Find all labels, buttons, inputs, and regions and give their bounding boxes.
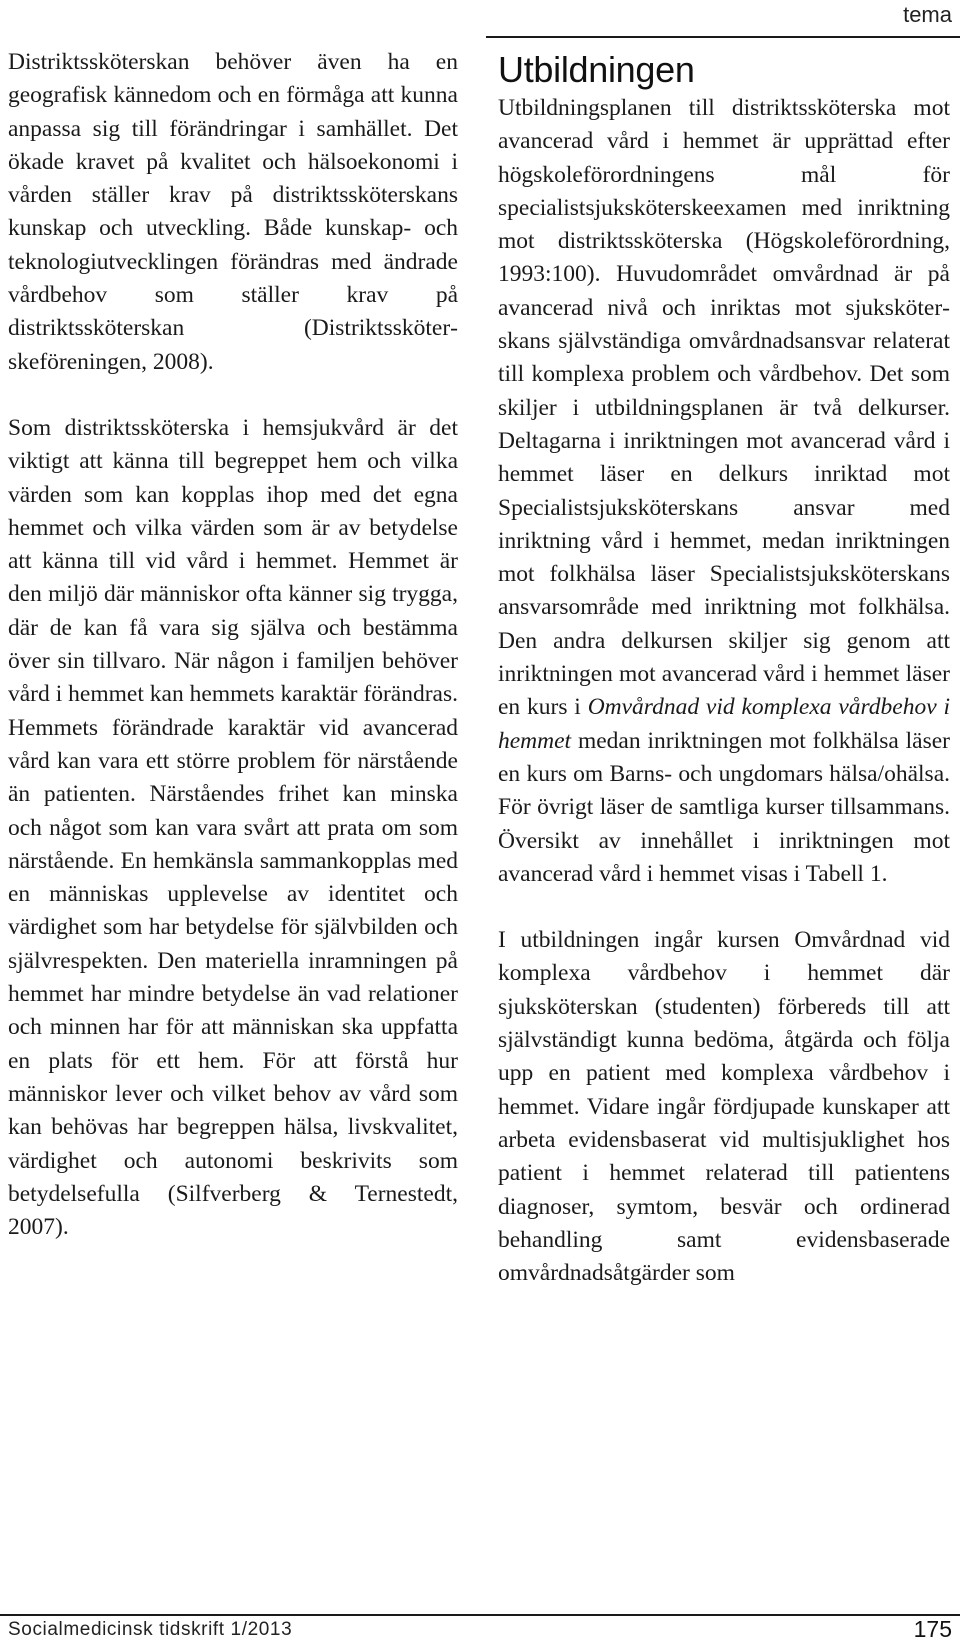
section-heading: Utbildningen [498,49,695,90]
left-column [8,46,458,1244]
right-paragraph-1 [498,92,950,891]
right-paragraph-1-text-a: Utbildningsplanen till distriktssköterska mot avancerad vård i hemmet är upprättad efter högskoleförordningens mål för specialistsjuksköterskeexamen med inriktning mot distriktssköterska (Högskoleförordning, 1993:100). Huvudområdet omvårdnad är på avancerad nivå och inriktas mot sjuksköterskans självständiga omvårdnadsansvar relaterat till komplexa problem och vårdbehov. Det som skiljer i utbildningsplanen är två delkurser. Deltagarna i inriktningen mot avancerad vård i hemmet läser en delkurs inriktad mot Specialistsjuksköterskans ansvar med inriktning vård i hemmet, medan inriktningen mot folkhälsa läser Specialistsjuksköterskans ansvarsområde med inriktning mot folkhälsa. Den andra delkursen skiljer sig genom att inriktningen mot avancerad vård i hemmet läser en kurs i [498,95,950,721]
course-title: Omvårdnad vid komplexa vårdbehov i hemmet [498,694,950,754]
header-rule [486,36,960,38]
page-number: 175 [913,1616,952,1642]
right-paragraph-1-text-b: medan inriktningen mot folkhälsa läser en kurs om Barns- och ungdomars hälsa/ohälsa. För övrigt läser de samtliga kurser tillsammans. Översikt av innehållet i inriktningen mot avancerad vård i hemmet visas i Tabell 1. [498,727,950,887]
section-tag: tema [903,2,952,27]
left-paragraph-1: Distriktssköterskan behöver även ha en geografisk kännedom och en förmåga att kunna anpassa sig till förändringar i samhället. Det ökade kravet på kvalitet och hälsoekonomi i vården ställer krav på distriktssköterskans kunskap och utveckling. Både kunskap- och teknologiutvecklingen förändras med ändrade vårdbehov som ställer krav på distriktssköterskan (Distriktssköterskeföreningen, 2008). [8,49,458,375]
left-paragraph-2: Som distriktssköterska i hemsjukvård är det viktigt att känna till begreppet hem och vilka värden som kan kopplas ihop med det egna hemmet och vilka värden som är av betydelse att känna till vid vård i hemmet. Hemmet är den miljö där människor ofta känner sig trygga, där de kan få vara sig själva och bestämma över sin tillvaro. När någon i familjen behöver vård i hemmet kan hemmets karaktär förändras. Hemmets förändrade karaktär vid avancerad vård kan vara ett större problem för närstående än patienten. Närståendes frihet kan minska och något som kan vara svårt att prata om som närstående. En hemkänsla sammankopplas med en människas upplevelse av identitet och värdighet som har betydelse för självbilden och självrespekten. Den materiella inramningen på hemmet har mindre betydelse än vad relationer och minnen har för att människan ska uppfatta en plats för ett hem. För att förstå hur människor lever och vilket behov av vård som kan behövas har begreppen hälsa, livskvalitet, värdighet och autonomi beskrivits som betydelsefulla (Silfverberg & Ternestedt, 2007). [8,414,458,1241]
journal-name: Socialmedicinsk tidskrift 1/2013 [8,1619,293,1640]
footer-rule [0,1614,960,1616]
right-column [498,92,950,1290]
right-paragraph-2: I utbildningen ingår kursen Omvårdnad vid komplexa vårdbehov i hemmet där sjuksköterskan (studenten) förbereds till att självständigt kunna bedöma, åtgärda och följa upp en patient med komplexa vårdbehov i hemmet. Vidare ingår fördjupade kunskaper att arbeta evidensbaserat vid multisjuklighet hos patient i hemmet relaterad till patientens diagnoser, symtom, besvär och ordinerad behandling samt evidensbaserade omvårdnadsåtgärder som [498,927,950,1287]
